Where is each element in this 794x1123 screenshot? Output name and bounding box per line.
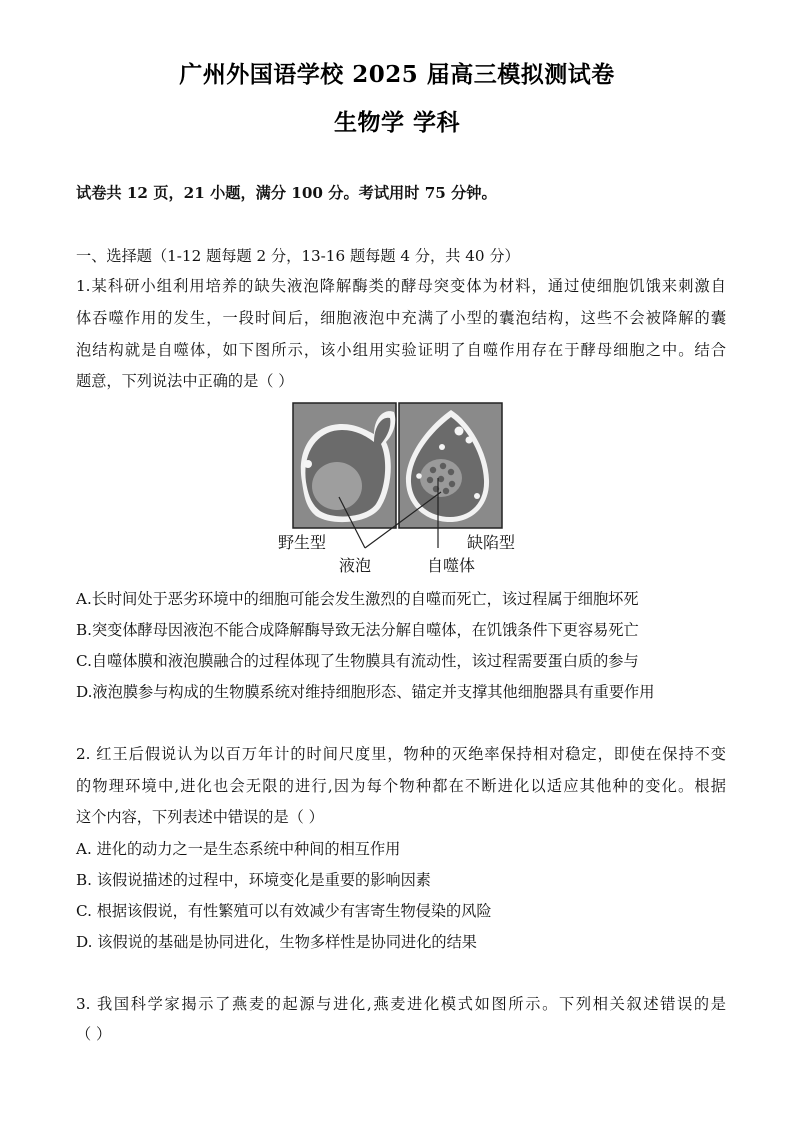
q1-option-b: B.突变体酵母因液泡不能合成降解酶导致无法分解自噬体，在饥饿条件下更容易死亡	[76, 621, 639, 639]
label-vacuole: 液泡	[339, 556, 372, 575]
q1-option-d: D.液泡膜参与构成的生物膜系统对维持细胞形态、锚定并支撑其他细胞器具有重要作用	[76, 683, 655, 701]
q1-stem-line: 泡结构就是自噬体，如下图所示，该小组用实验证明了自噬作用存在于酵母细胞之中。结合	[76, 341, 726, 359]
q2-option-b: B. 该假说描述的过程中，环境变化是重要的影响因素	[76, 871, 431, 889]
mutant-granule	[416, 473, 422, 479]
q1-stem-line: 题意，下列说法中正确的是（ ）	[76, 372, 294, 390]
mutant-granule	[474, 493, 480, 499]
q2-option-d: D. 该假说的基础是协同进化，生物多样性是协同进化的结果	[76, 933, 477, 951]
q1-stem-line: 体吞噬作用的发生，一段时间后，细胞液泡中充满了小型的囊泡结构，这些不会被降解的囊	[76, 309, 726, 327]
mutant-granule	[466, 437, 473, 444]
q1-option-c: C.自噬体膜和液泡膜融合的过程体现了生物膜具有流动性，该过程需要蛋白质的参与	[76, 652, 639, 670]
exam-intro: 试卷共 12 页，21 小题，满分 100 分。考试用时 75 分钟。	[76, 184, 497, 202]
section-heading: 一、选择题（1-12 题每题 2 分，13-16 题每题 4 分，共 40 分）	[76, 247, 520, 265]
q2-option-c: C. 根据该假说，有性繁殖可以有效减少有害寄生物侵染的风险	[76, 902, 492, 920]
yeast-autophagy-figure	[270, 400, 540, 580]
q1-option-a: A.长时间处于恶劣环境中的细胞可能会发生激烈的自噬而死亡，该过程属于细胞坏死	[76, 590, 639, 608]
label-autophagosome: 自噬体	[427, 556, 476, 575]
label-mutant: 缺陷型	[467, 533, 516, 552]
mutant-granule	[439, 444, 445, 450]
wild-type-granule	[304, 460, 312, 468]
yeast-cell-diagram	[270, 400, 540, 580]
q3-stem-line: （ ）	[76, 1025, 112, 1043]
subject-title: 生物学 学科	[333, 109, 460, 136]
wild-type-vacuole	[312, 462, 362, 510]
q3-stem-line: 3. 我国科学家揭示了燕麦的起源与进化,燕麦进化模式如图所示。下列相关叙述错误的是	[76, 995, 726, 1013]
q1-stem-line: 1.某科研小组利用培养的缺失液泡降解酶类的酵母突变体为材料，通过使细胞饥饿来刺激自	[76, 277, 726, 295]
q2-stem-line: 这个内容，下列表述中错误的是（ ）	[76, 808, 324, 826]
q2-stem-line: 2. 红王后假说认为以百万年计的时间尺度里，物种的灭绝率保持相对稳定，即使在保持不变	[76, 745, 726, 763]
exam-title: 广州外国语学校 2025 届高三模拟测试卷	[179, 61, 615, 88]
q2-option-a: A. 进化的动力之一是生态系统中种间的相互作用	[76, 840, 401, 858]
mutant-granule	[455, 427, 464, 436]
q2-stem-line: 的物理环境中,进化也会无限的进行,因为每个物种都在不断进化以适应其他种的变化。根据	[76, 777, 726, 795]
label-wild-type: 野生型	[278, 533, 327, 552]
